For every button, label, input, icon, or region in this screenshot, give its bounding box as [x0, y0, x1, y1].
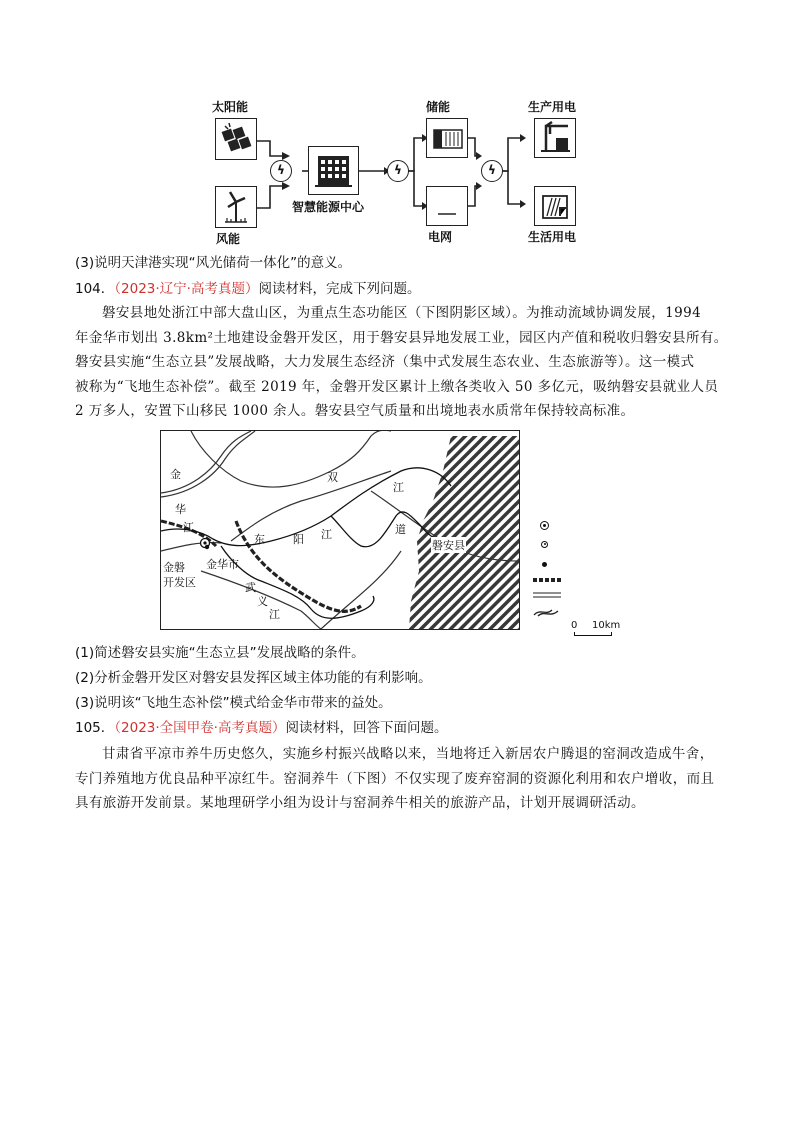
living-box: [534, 186, 576, 226]
map-drawing: [161, 431, 519, 629]
map-label-panan: 磐安县: [432, 539, 465, 552]
grid-icon: [428, 188, 466, 224]
junction-3-lightning-icon: ϟ: [481, 160, 503, 182]
map-legend: [540, 518, 690, 633]
junction-1-lightning-icon: ϟ: [270, 160, 292, 182]
question-104-3: (3)说明该“飞地生态补偿”模式给金华市带来的益处。: [75, 695, 392, 711]
question-104-header: [75, 279, 420, 299]
center-label: 智慧能源中心: [292, 200, 365, 214]
question-prompt: 阅读材料，回答下面问题。: [285, 720, 448, 736]
house-icon: [536, 188, 574, 224]
map-label-shuang: 双: [327, 471, 338, 484]
crane-icon: [536, 120, 574, 156]
panan-map: [160, 430, 520, 630]
scale-bar: [574, 632, 612, 636]
material-line: 专门养殖地方优良品种平凉红牛。窑洞养牛（下图）不仅实现了废弃窑洞的资源化利用和农户增收，而且: [75, 770, 715, 787]
material-line: 被称为“飞地生态补偿”。截至 2019 年，金磐开发区累计上缴各类收入 50 多亿元，吸纳磐安县就业人员: [75, 378, 719, 395]
battery-storage-icon: [428, 120, 466, 156]
legend-highway-icon: [532, 590, 562, 600]
question-105-header: [75, 718, 447, 738]
question-number: 105．: [75, 720, 115, 736]
solar-box: [215, 118, 257, 160]
wind-box: [215, 186, 257, 228]
building-icon: [310, 148, 357, 193]
energy-flow-diagram: [200, 96, 600, 246]
scale-zero: 0: [571, 620, 578, 631]
legend-prefecture-icon: [540, 521, 549, 530]
map-label-jin: 金: [170, 468, 181, 481]
wind-turbine-icon: [217, 188, 255, 226]
question-104-1: (1)简述磐安县实施“生态立县”发展战略的条件。: [75, 645, 365, 661]
material-line: 磐安县地处浙江中部大盘山区，为重点生态功能区（下图阴影区域）。为推动流域协调发展，1994: [102, 305, 702, 321]
question-105-material: [75, 742, 735, 816]
material-line: 年金华市划出 3.8km²土地建设金磐开发区，用于磐安县异地发展工业，园区内产值和税收归磐安县所有。: [75, 329, 728, 346]
legend-devzone-icon: [542, 562, 547, 567]
living-label: 生活用电: [528, 230, 577, 244]
material-line: 2 万多人，安置下山移民 1000 余人。磐安县空气质量和出境地表水质常年保持较高标准。: [75, 403, 635, 419]
grid-label: 电网: [428, 230, 453, 244]
material-line: 磐安县实施“生态立县”发展战略，大力发展生态经济（集中式发展生态农业、生态旅游等）。这一模式: [75, 354, 695, 370]
production-box: [534, 118, 576, 158]
map-label-hua: 华: [175, 503, 186, 516]
legend-rail-icon: [532, 575, 562, 585]
map-label-jinpan: 金磐: [163, 561, 185, 574]
wind-label: 风能: [216, 232, 241, 246]
map-label-yang: 阳: [293, 533, 304, 546]
map-label-jiang-shuang: 江: [393, 481, 404, 494]
map-label-jiang-wuyi: 江: [269, 608, 280, 621]
question-104-2: (2)分析金磐开发区对磐安县发挥区域主体功能的有利影响。: [75, 670, 432, 686]
map-label-jiang: 江: [183, 521, 194, 534]
ecological-zone-shading: [409, 436, 519, 629]
legend-county-icon: [541, 541, 548, 548]
production-label: 生产用电: [528, 100, 577, 114]
map-label-yi: 义: [257, 595, 268, 608]
map-label-dong: 东: [254, 533, 265, 546]
legend-river-icon: [532, 606, 562, 618]
storage-label: 储能: [426, 100, 451, 114]
grid-box: [426, 186, 468, 226]
question-number: 104．: [75, 281, 115, 297]
map-label-jiang-east: 江: [321, 528, 332, 541]
center-box: [308, 146, 359, 195]
material-line: 具有旅游开发前景。某地理研学小组为设计与窑洞养牛相关的旅游产品，计划开展调研活动。: [75, 795, 645, 811]
map-label-dao: 道: [395, 523, 406, 536]
question-source: （2023·辽宁·高考真题）: [114, 281, 259, 297]
map-label-jinhua-city: 金华市: [206, 558, 239, 571]
material-line: 甘肃省平凉市养牛历史悠久，实施乡村振兴战略以来，当地将迁入新居农户腾退的窑洞改造成牛舍，: [102, 746, 714, 762]
question-103-3: (3)说明天津港实现“风光储荷一体化”的意义。: [75, 255, 352, 271]
solar-label: 太阳能: [212, 100, 249, 114]
question-source: （2023·全国甲卷·高考真题）: [114, 720, 286, 736]
map-label-wu: 武: [245, 581, 256, 594]
question-104-material: [75, 301, 735, 424]
solar-panel-icon: [217, 120, 255, 158]
storage-box: [426, 118, 468, 158]
map-label-kaifaqu: 开发区: [163, 576, 196, 589]
junction-2-lightning-icon: ϟ: [387, 160, 409, 182]
question-prompt: 阅读材料，完成下列问题。: [258, 281, 421, 297]
scale-km: 10km: [592, 620, 621, 631]
